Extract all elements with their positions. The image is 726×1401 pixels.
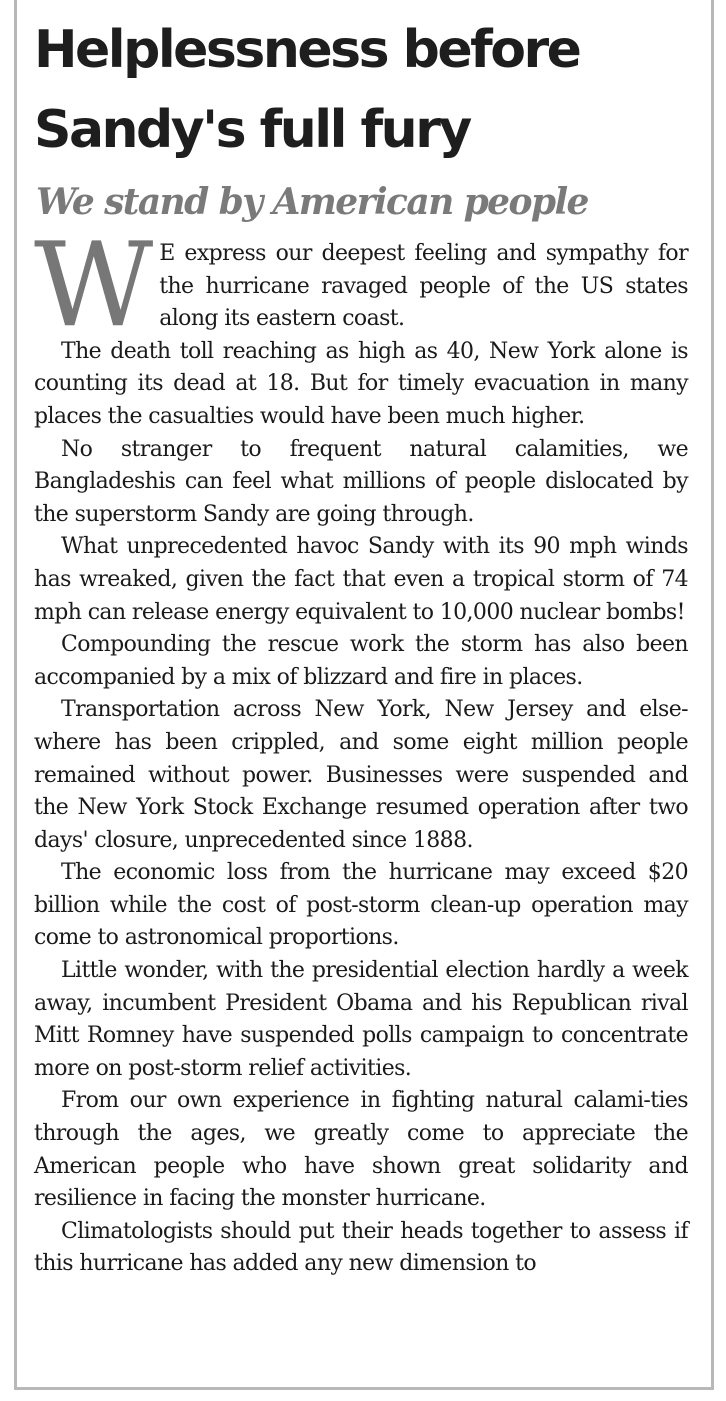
- drop-cap: W: [34, 218, 154, 353]
- paragraph-10: Climatologists should put their heads together to assess if this hurricane has added any new dimension to: [34, 1218, 688, 1277]
- paragraph-8: Little wonder, with the presidential election hardly a week away, incumbent President Obama and his Republican rival Mitt Romney have suspended polls campaign to concentrate more on post-storm relief activities.: [34, 958, 688, 1081]
- subheadline: We stand by American people: [36, 181, 588, 223]
- paragraph-2: The death toll reaching as high as 40, New York alone is counting its dead at 18. But for timely evacuation in many places the casualties would have been much higher.: [34, 338, 688, 429]
- paragraph-1-text: E express our deepest feeling and sympathy for the hurricane ravaged people of the US states along its eastern coast.: [159, 241, 688, 332]
- paragraph-1: [34, 218, 688, 353]
- article-body: [34, 218, 688, 1281]
- paragraph-7: The economic loss from the hurricane may exceed $20 billion while the cost of post-storm clean-up operation may come to astronomical proportions.: [34, 860, 688, 951]
- paragraph-5: Compounding the rescue work the storm has also been accompanied by a mix of blizzard and fire in places.: [34, 632, 688, 690]
- headline: Helplessness before Sandy's full fury: [34, 20, 580, 160]
- paragraph-9: From our own experience in fighting natural calami-ties through the ages, we greatly come to appreciate the American people who have shown great solidarity and resilience in facing the monster hurricane.: [34, 1088, 688, 1212]
- paragraph-4: What unprecedented havoc Sandy with its 90 mph winds has wreaked, given the fact that even a tropical storm of 74 mph can release energy equivalent to 10,000 nuclear bombs!: [34, 534, 688, 625]
- paragraph-3: No stranger to frequent natural calamities, we Bangladeshis can feel what millions of people dislocated by the superstorm Sandy are going through.: [34, 436, 688, 527]
- paragraph-6: Transportation across New York, New Jersey and else-where has been crippled, and some eight million people remained without power. Businesses were suspended and the New York Stock Exchange resumed operation after two days' closure, unprecedented since 1888.: [34, 697, 688, 853]
